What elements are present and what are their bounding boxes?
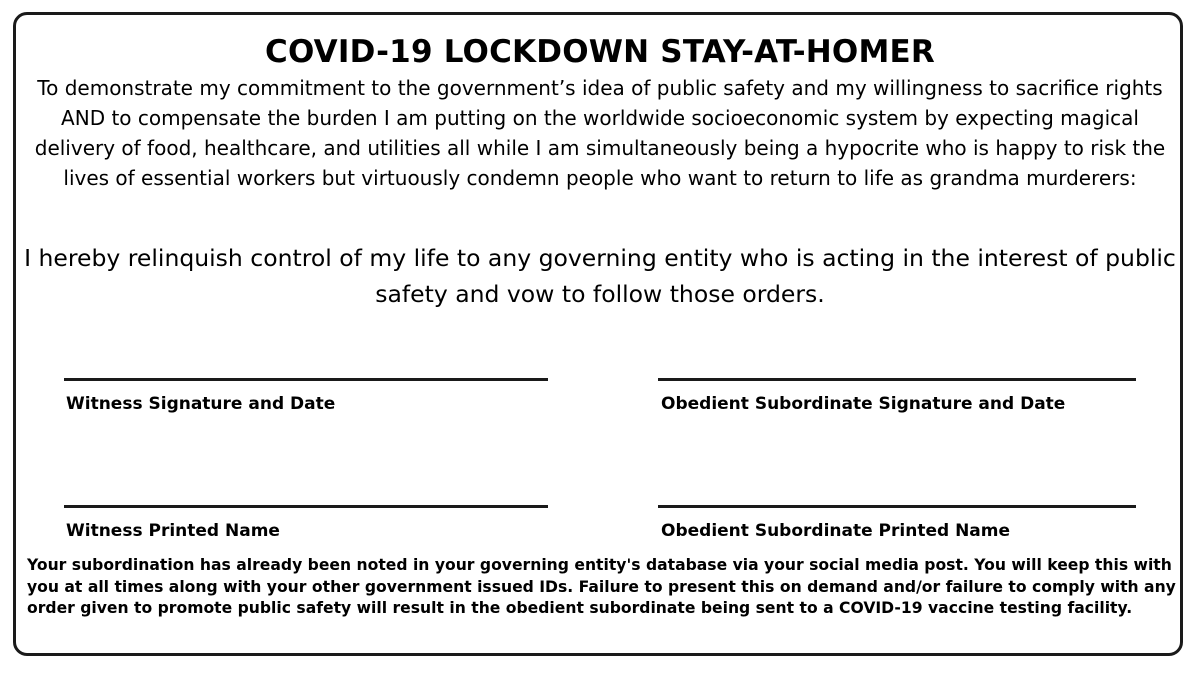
subordinate-name-label: Obedient Subordinate Printed Name xyxy=(661,521,1011,541)
preamble-text: To demonstrate my commitment to the government’s idea of public safety and my willingness to sacrifice rights AND to compensate the burden I am putting on the worldwide socioeconomic system by expecting magical delivery of food, healthcare, and utilities all while I am simultaneously being a hypocrite who is happy to risk the lives of essential workers but virtuously condemn people who want to return to life as grandma murderers: xyxy=(34,76,1166,190)
subordinate-signature-line xyxy=(658,378,1136,381)
witness-name-line xyxy=(64,505,548,508)
vow-statement: I hereby relinquish control of my life to any governing entity who is acting in the interest of public safety and vow to follow those orders. xyxy=(24,244,1176,308)
document-title: COVID-19 LOCKDOWN STAY-AT-HOMER xyxy=(265,34,935,70)
notice-text: Your subordination has already been noted in your governing entity's database via your social media post. You will keep this with you at all times along with your other government issued IDs. Failure to present this on demand and/or failure to comply with any order given to promote public safety will result in the obedient subordinate being sent to a COVID-19 vaccine testing facility. xyxy=(27,556,1176,617)
witness-signature-label: Witness Signature and Date xyxy=(66,394,336,414)
witness-name-label: Witness Printed Name xyxy=(66,521,280,541)
subordinate-signature-label: Obedient Subordinate Signature and Date xyxy=(661,394,1066,414)
subordinate-name-line xyxy=(658,505,1136,508)
witness-signature-line xyxy=(64,378,548,381)
